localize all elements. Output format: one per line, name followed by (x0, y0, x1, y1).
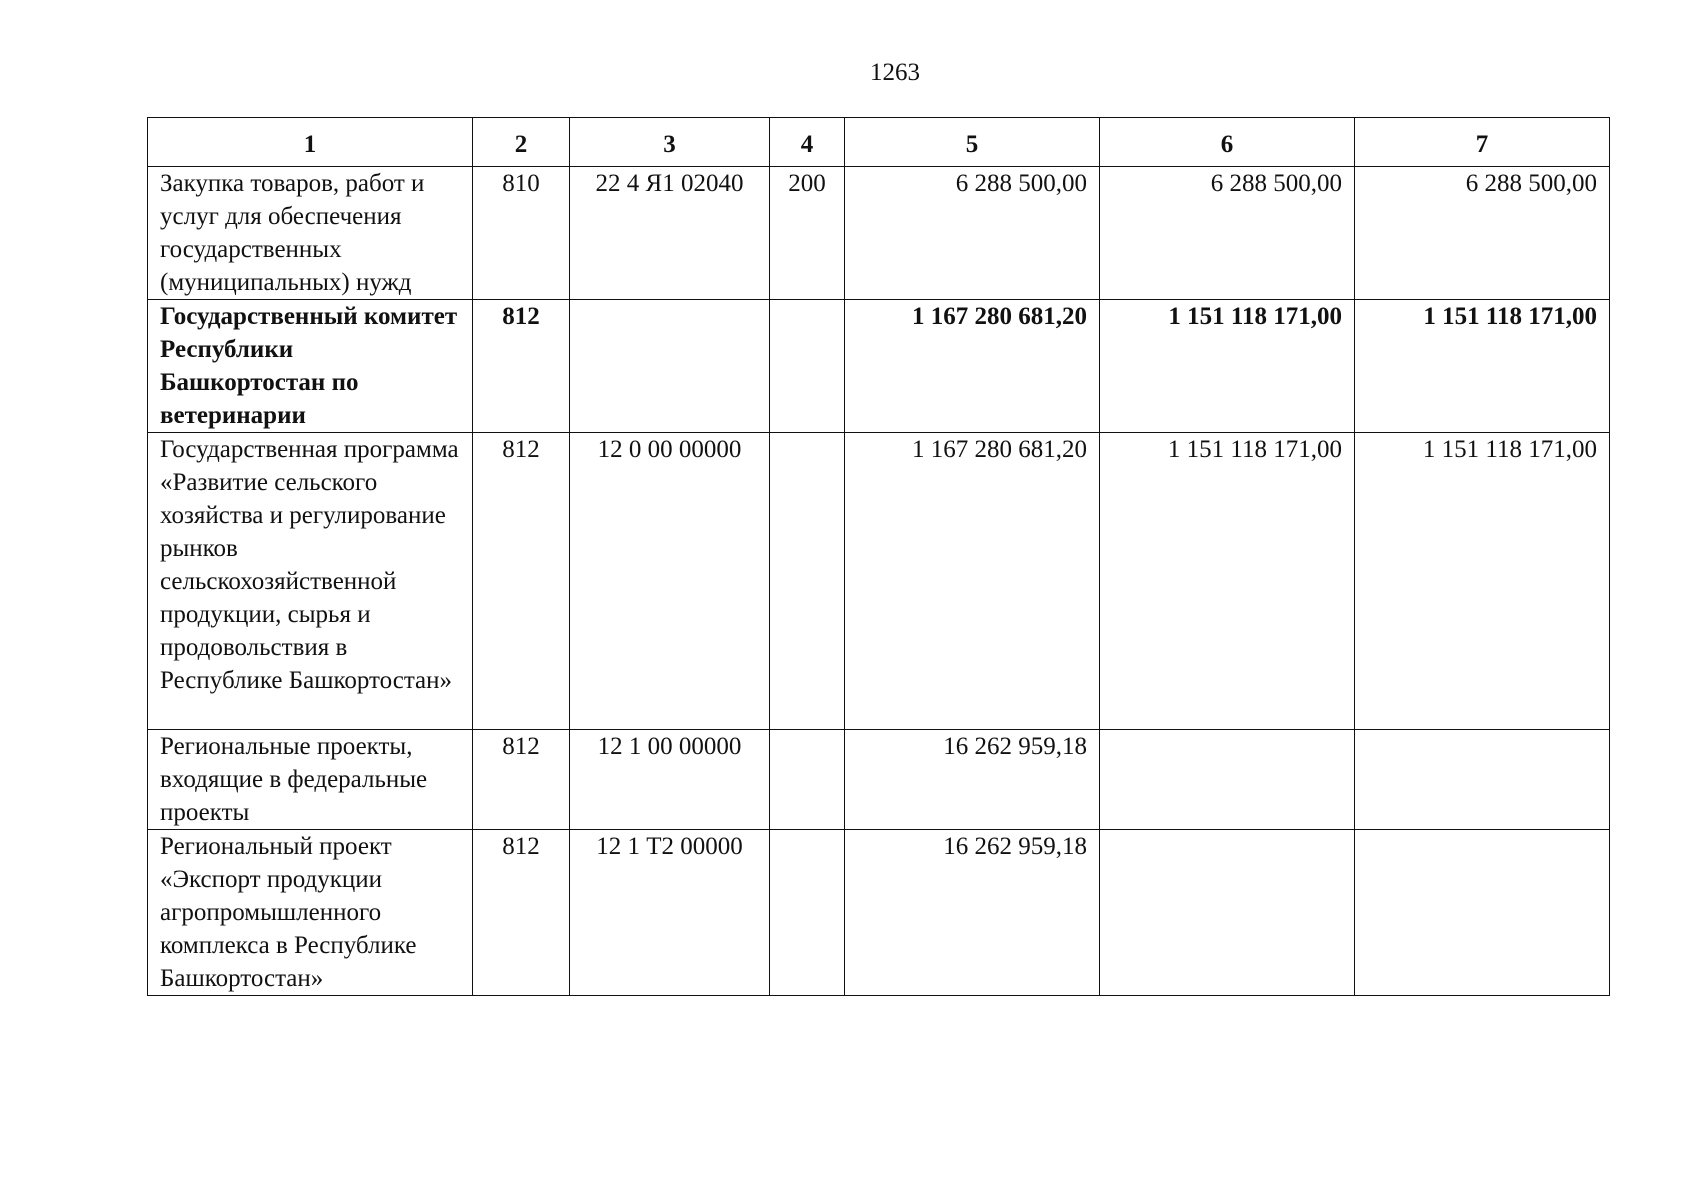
row-target-article-cell: 22 4 Я1 02040 (570, 167, 770, 300)
row-admin-code-cell: 812 (473, 730, 570, 830)
row-amount-col7-cell: 6 288 500,00 (1355, 167, 1610, 300)
table-row (148, 167, 1610, 300)
row-name-cell: Государственный комитет Республики Башкортостан по ветеринарии (148, 300, 473, 433)
row-target-article-cell (570, 300, 770, 433)
row-amount-col7-cell (1355, 730, 1610, 830)
column-header-4: 4 (770, 118, 845, 167)
row-amount-col7-cell (1355, 830, 1610, 996)
row-expense-type-cell: 200 (770, 167, 845, 300)
row-amount-col7-cell: 1 151 118 171,00 (1355, 433, 1610, 730)
column-header-2: 2 (473, 118, 570, 167)
column-header-7: 7 (1355, 118, 1610, 167)
row-target-article-cell: 12 1 00 00000 (570, 730, 770, 830)
row-amount-col5-cell: 16 262 959,18 (845, 730, 1100, 830)
row-name-cell: Государственная программа «Развитие сельского хозяйства и регулирование рынков сельскохозяйственной продукции, сырья и продовольствия в Республике Башкортостан» (148, 433, 473, 730)
row-expense-type-cell (770, 830, 845, 996)
table-row (148, 433, 1610, 730)
table-row (148, 830, 1610, 996)
row-name-cell: Региональные проекты, входящие в федеральные проекты (148, 730, 473, 830)
row-amount-col5-cell: 6 288 500,00 (845, 167, 1100, 300)
row-admin-code-cell: 812 (473, 300, 570, 433)
column-header-1: 1 (148, 118, 473, 167)
row-amount-col6-cell (1100, 730, 1355, 830)
row-name-cell: Закупка товаров, работ и услуг для обеспечения государственных (муниципальных) нужд (148, 167, 473, 300)
row-amount-col6-cell: 1 151 118 171,00 (1100, 433, 1355, 730)
row-amount-col7-cell: 1 151 118 171,00 (1355, 300, 1610, 433)
row-amount-col6-cell: 1 151 118 171,00 (1100, 300, 1355, 433)
row-expense-type-cell (770, 730, 845, 830)
column-header-6: 6 (1100, 118, 1355, 167)
row-amount-col5-cell: 1 167 280 681,20 (845, 300, 1100, 433)
row-amount-col6-cell: 6 288 500,00 (1100, 167, 1355, 300)
table-row (148, 730, 1610, 830)
table-header-row (148, 118, 1610, 167)
row-amount-col6-cell (1100, 830, 1355, 996)
budget-table (147, 117, 1610, 996)
row-admin-code-cell: 812 (473, 433, 570, 730)
row-amount-col5-cell: 1 167 280 681,20 (845, 433, 1100, 730)
row-amount-col5-cell: 16 262 959,18 (845, 830, 1100, 996)
table-row (148, 300, 1610, 433)
row-expense-type-cell (770, 433, 845, 730)
page-number: 1263 (870, 59, 920, 86)
row-admin-code-cell: 810 (473, 167, 570, 300)
column-header-3: 3 (570, 118, 770, 167)
row-name-cell: Региональный проект «Экспорт продукции агропромышленного комплекса в Республике Башкортостан» (148, 830, 473, 996)
row-expense-type-cell (770, 300, 845, 433)
row-target-article-cell: 12 1 Т2 00000 (570, 830, 770, 996)
row-admin-code-cell: 812 (473, 830, 570, 996)
row-target-article-cell: 12 0 00 00000 (570, 433, 770, 730)
column-header-5: 5 (845, 118, 1100, 167)
